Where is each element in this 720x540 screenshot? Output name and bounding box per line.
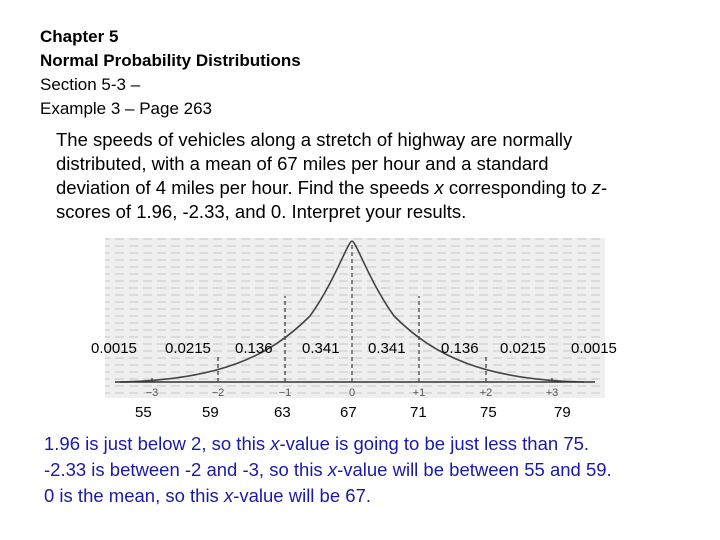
chapter-topic: Normal Probability Distributions xyxy=(40,51,301,70)
faded-background xyxy=(105,238,605,398)
problem-line-2: distributed, with a mean of 67 miles per hour and a standard xyxy=(56,153,549,174)
z-tick: +3 xyxy=(545,387,559,399)
problem-statement xyxy=(56,128,656,224)
chapter-title: Chapter 5 xyxy=(40,27,119,46)
problem-line-3: deviation of 4 miles per hour. Find the speeds x corresponding to z- xyxy=(56,177,608,198)
result-line-3: 0 is the mean, so this x-value will be 67. xyxy=(44,485,371,506)
x-value-label: 55 xyxy=(135,404,152,421)
result-line-1: 1.96 is just below 2, so this x-value is going to be just less than 75. xyxy=(44,433,590,454)
z-tick: 0 xyxy=(348,387,356,399)
prob-label: 0.341 xyxy=(302,340,340,357)
prob-label: 0.0015 xyxy=(571,340,617,357)
example-label: Example 3 – Page 263 xyxy=(40,99,213,118)
x-value-label: 75 xyxy=(480,404,497,421)
z-tick: +1 xyxy=(412,387,426,399)
problem-line-4: scores of 1.96, -2.33, and 0. Interpret your results. xyxy=(56,201,467,222)
z-tick: −1 xyxy=(278,387,292,399)
x-value-label: 59 xyxy=(202,404,219,421)
z-tick: +2 xyxy=(479,387,493,399)
result-line-2: -2.33 is between -2 and -3, so this x-value will be between 55 and 59. xyxy=(44,459,612,480)
section-label: Section 5-3 – xyxy=(40,75,141,94)
x-value-label: 67 xyxy=(340,404,357,421)
prob-label: 0.0215 xyxy=(165,340,211,357)
prob-label: 0.136 xyxy=(441,340,479,357)
prob-label: 0.341 xyxy=(368,340,406,357)
x-value-label: 79 xyxy=(554,404,571,421)
prob-label: 0.0215 xyxy=(500,340,546,357)
z-tick: −3 xyxy=(145,387,159,399)
prob-label: 0.0015 xyxy=(91,340,137,357)
x-value-label: 63 xyxy=(274,404,291,421)
problem-line-1: The speeds of vehicles along a stretch of highway are normally xyxy=(56,129,573,150)
x-value-label: 71 xyxy=(410,404,427,421)
bell-curve-figure xyxy=(100,236,610,406)
prob-label: 0.136 xyxy=(235,340,273,357)
z-tick: −2 xyxy=(211,387,225,399)
